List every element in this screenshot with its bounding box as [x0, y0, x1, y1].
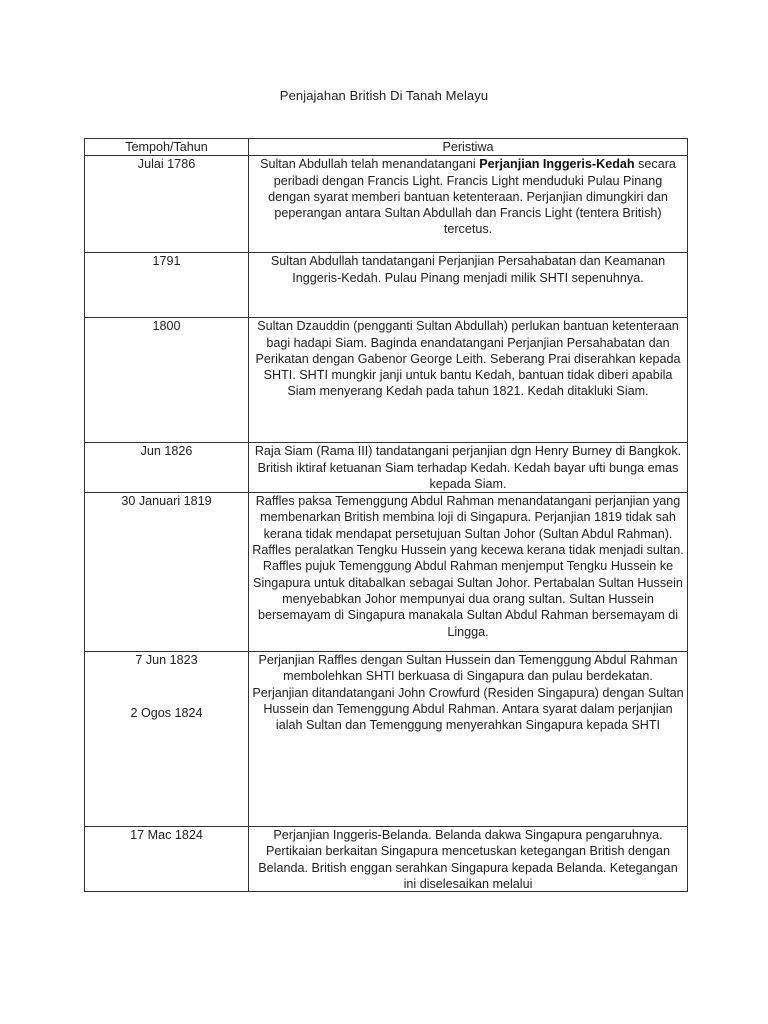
- document-title: Penjajahan British Di Tanah Melayu: [279, 88, 489, 103]
- table-header-row: [85, 139, 688, 156]
- header-event: Peristiwa: [249, 139, 688, 156]
- table-row: [85, 318, 688, 443]
- row-event: [249, 827, 688, 892]
- row-date-gap: [88, 668, 245, 705]
- table-row: [85, 493, 688, 652]
- row-event-second: Perjanjian ditandatangani John Crowfurd (Residen Singapura) dengan Sultan Hussein dan Temenggung Abdul Rahman. Antara syarat dalam perjanjian ialah Sultan dan Temenggung menyerahkan Singapura kepada SHTI: [252, 685, 684, 733]
- table-row: [85, 156, 688, 253]
- row-event: [249, 652, 688, 827]
- row-event-text: Perjanjian Inggeris-Belanda. Belanda dakwa Singapura pengaruhnya. Pertikaian berkaitan Singapura mencetuskan ketegangan British dengan Belanda. British enggan serahkan Singapura kepada Belanda. Ketegangan ini diselesaikan melalui: [258, 828, 678, 892]
- header-period: Tempoh/Tahun: [85, 139, 249, 156]
- history-table: [84, 138, 688, 892]
- row-event-text: Sultan Abdullah telah menandatangani: [260, 157, 480, 172]
- table-row: [85, 253, 688, 318]
- row-date: 1800: [85, 318, 249, 443]
- row-date: 1791: [85, 253, 249, 318]
- row-date: Jun 1826: [85, 443, 249, 493]
- row-date-first: 7 Jun 1823: [135, 653, 198, 668]
- row-event: [249, 156, 688, 253]
- row-date: 30 Januari 1819: [85, 493, 249, 652]
- row-event: Raja Siam (Rama III) tandatangani perjanjian dgn Henry Burney di Bangkok. British iktiraf ketuanan Siam terhadap Kedah. Kedah bayar ufti bunga emas kepada Siam.: [249, 443, 688, 493]
- row-event-bold: Perjanjian Inggeris-Kedah: [479, 157, 635, 172]
- table-row: [85, 443, 688, 493]
- row-date-second: 2 Ogos 1824: [130, 706, 203, 721]
- row-event: Raffles paksa Temenggung Abdul Rahman menandatangani perjanjian yang membenarkan British membina loji di Singapura. Perjanjian 1819 tidak sah kerana tidak mendapat persetujuan Sultan Johor (Sultan Abdul Rahman). Raffles peralatkan Tengku Hussein yang kecewa kerana tidak menjadi sultan. Raffles pujuk Temenggung Abdul Rahman menjemput Tengku Hussein ke Singapura untuk ditabalkan sebagai Sultan Johor. Pertabalan Sultan Hussein menyebabkan Johor mempunyai dua orang sultan. Sultan Hussein bersemayam di Singapura manakala Sultan Abdul Rahman bersemayam di Lingga.: [249, 493, 688, 652]
- row-event: Sultan Dzauddin (pengganti Sultan Abdullah) perlukan bantuan ketenteraan bagi hadapi Siam. Baginda enandatangani Perjanjian Persahabatan dan Perikatan dengan Gabenor George Leith. Seberang Prai diserahkan kepada SHTI. SHTI mungkir janji untuk bantu Kedah, bantuan tidak diberi apabila Siam menyerang Kedah pada tahun 1821. Kedah ditakluki Siam.: [249, 318, 688, 443]
- row-event-text: secara peribadi dengan Francis Light. Francis Light menduduki Pulau Pinang dengan syarat memberi bantuan ketenteraan. Perjanjian dimungkiri dan peperangan antara Sultan Abdullah dan Francis Light (tentera British) tercetus.: [268, 157, 676, 237]
- row-event-first: Perjanjian Raffles dengan Sultan Hussein dan Temenggung Abdul Rahman membolehkan SHTI berkuasa di Singapura dan pulau berdekatan.: [258, 653, 678, 684]
- row-date: 17 Mac 1824: [85, 827, 249, 892]
- table-row: [85, 827, 688, 892]
- row-date: [85, 652, 249, 827]
- row-event: Sultan Abdullah tandatangani Perjanjian Persahabatan dan Keamanan Inggeris-Kedah. Pulau Pinang menjadi milik SHTI sepenuhnya.: [249, 253, 688, 318]
- table-row: [85, 652, 688, 827]
- row-date: Julai 1786: [85, 156, 249, 253]
